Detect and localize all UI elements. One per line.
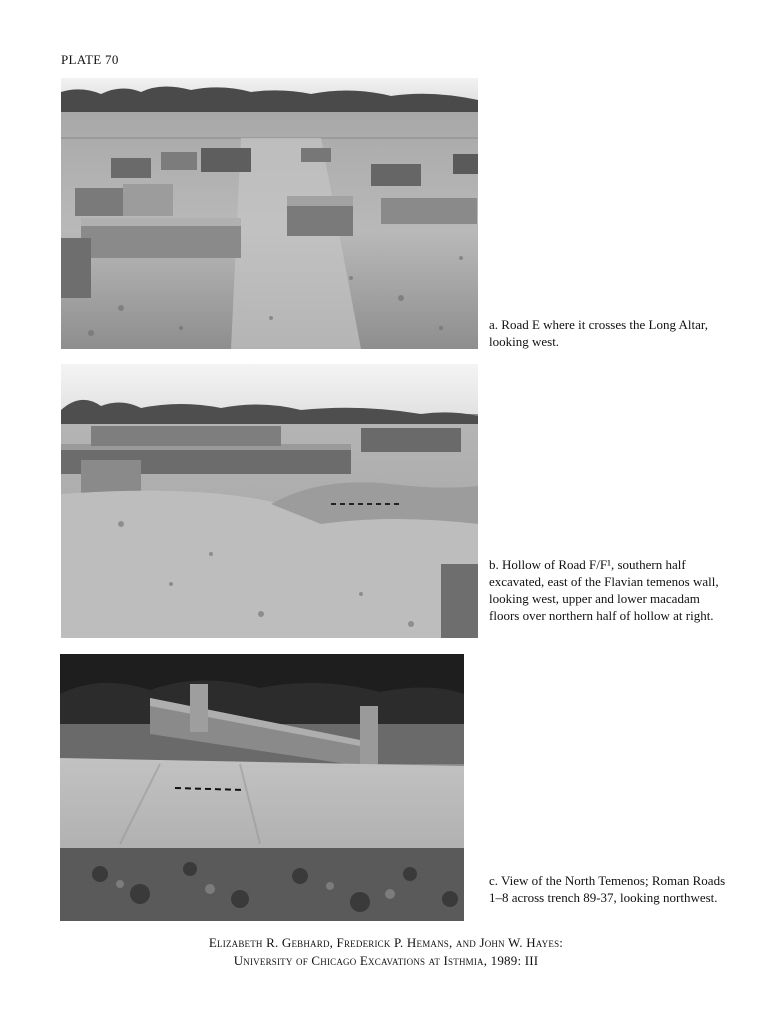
- caption-a: a. Road E where it crosses the Long Altar, looking west.: [489, 317, 708, 349]
- caption-b: b. Hollow of Road F/F¹, southern half excavated, east of the Flavian temenos wall, looking west, upper and lower macadam floors over northern half of hollow at right.: [489, 557, 719, 623]
- photo-hollow-road-f: [61, 364, 478, 638]
- photo-north-temenos: [60, 654, 464, 921]
- photo-road-e-long-altar: [61, 78, 478, 349]
- plate-number: PLATE 70: [61, 52, 119, 67]
- caption-c: c. View of the North Temenos; Roman Roads 1–8 across trench 89-37, looking northwest.: [489, 873, 726, 905]
- footer-authors: Elizabeth R. Gebhard, Frederick P. Hemans, and John W. Hayes:: [208, 935, 564, 950]
- footer-title: University of Chicago Excavations at Isthmia, 1989: III: [233, 953, 539, 968]
